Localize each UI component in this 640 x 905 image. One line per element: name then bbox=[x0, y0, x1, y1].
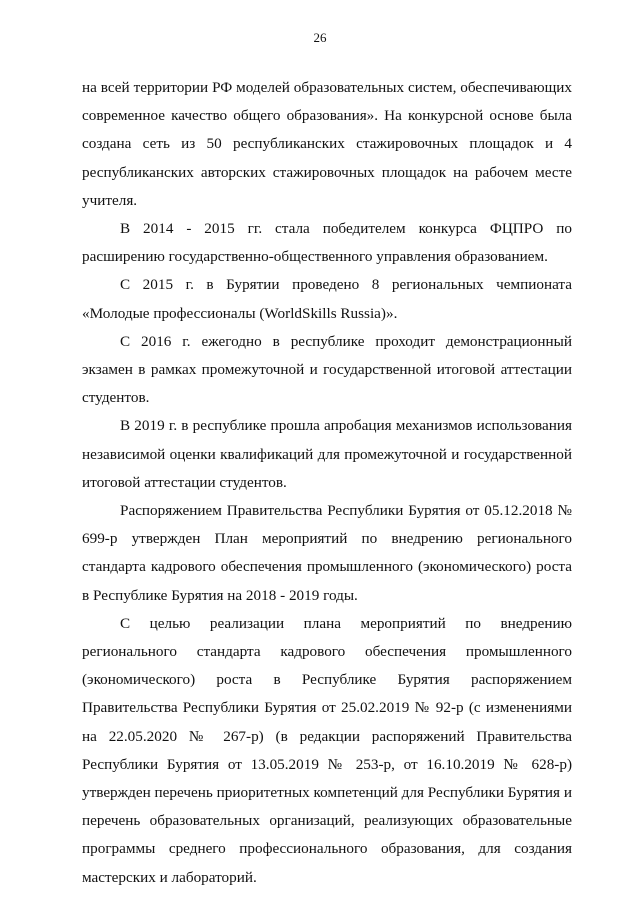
page-number: 26 bbox=[313, 30, 327, 45]
paragraph-3: С 2015 г. в Бурятии проведено 8 региональных чемпионата «Молодые профессионалы (WorldSkills Russia)». bbox=[82, 276, 572, 322]
paragraph-1: на всей территории РФ моделей образовательных систем, обеспечивающих современное качество общего образования». На конкурсной основе была создана сеть из 50 республиканских стажировочных площадок и 4 республиканских авторских стажировочных площадок на рабочем месте учителя. bbox=[82, 79, 572, 209]
document-body bbox=[82, 74, 572, 892]
paragraph-2: В 2014 - 2015 гг. стала победителем конкурса ФЦПРО по расширению государственно-общественного управления образованием. bbox=[82, 220, 572, 266]
paragraph-6: Распоряжением Правительства Республики Бурятия от 05.12.2018 № 699-р утвержден План мероприятий по внедрению регионального стандарта кадрового обеспечения промышленного (экономического) роста в Республике Бурятия на 2018 - 2019 годы. bbox=[82, 502, 572, 604]
paragraph-5: В 2019 г. в республике прошла апробация механизмов использования независимой оценки квалификаций для промежуточной и государственной итоговой аттестации студентов. bbox=[82, 417, 572, 491]
paragraph-7: С целью реализации плана мероприятий по внедрению регионального стандарта кадрового обеспечения промышленного (экономического) роста в Республике Бурятия распоряжением Правительства Республики Бурятия от 25.02.2019 № 92-р (с изменениями на 22.05.2020 № 267-р) (в редакции распоряжений Правительства Республики Бурятия от 13.05.2019 № 253-р, от 16.10.2019 № 628-р) утвержден перечень приоритетных компетенций для Республики Бурятия и перечень образовательных организаций, реализующих образовательные программы среднего профессионального образования, для создания мастерских и лабораторий. bbox=[82, 614, 572, 886]
paragraph-4: С 2016 г. ежегодно в республике проходит демонстрационный экзамен в рамках промежуточной и государственной итоговой аттестации студентов. bbox=[82, 332, 572, 407]
